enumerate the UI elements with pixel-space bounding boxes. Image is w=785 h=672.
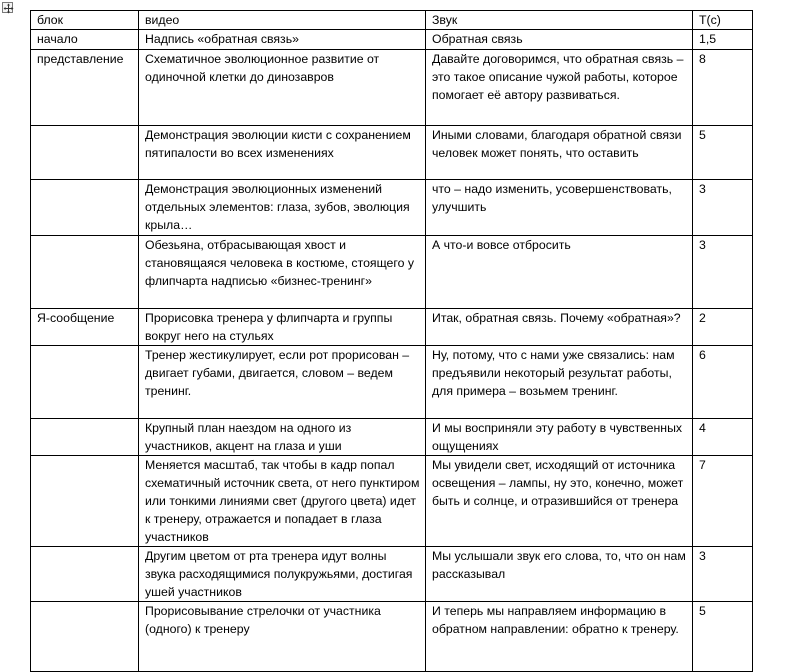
cell-time: 3 <box>693 547 753 602</box>
header-video: видео <box>139 11 426 30</box>
cell-sound: Ну, потому, что с нами уже связались: нам предъявили некоторый результат работы, для примера – возьмем тренинг. <box>426 346 693 419</box>
cell-sound: Мы увидели свет, исходящий от источника освещения – лампы, ну это, конечно, может быть и солнце, и отразившийся от тренера <box>426 456 693 547</box>
cell-time: 3 <box>693 180 753 236</box>
cell-sound: И теперь мы направляем информацию в обратном направлении: обратно к тренеру. <box>426 602 693 672</box>
table-row <box>31 419 753 456</box>
cell-video: Прорисовывание стрелочки от участника (одного) к тренеру <box>139 602 426 672</box>
header-sound: Звук <box>426 11 693 30</box>
cell-sound: Итак, обратная связь. Почему «обратная»? <box>426 309 693 346</box>
cell-video: Надпись «обратная связь» <box>139 30 426 50</box>
cell-video: Схематичное эволюционное развитие от одиночной клетки до динозавров <box>139 50 426 126</box>
cell-block <box>31 419 139 456</box>
cell-block <box>31 180 139 236</box>
cell-block <box>31 236 139 309</box>
cell-time: 6 <box>693 346 753 419</box>
table-row <box>31 180 753 236</box>
cell-time: 7 <box>693 456 753 547</box>
cell-video: Тренер жестикулирует, если рот прорисован – двигает губами, двигается, словом – ведем тренинг. <box>139 346 426 419</box>
table-row <box>31 236 753 309</box>
cell-block: представление <box>31 50 139 126</box>
table-header-row <box>31 11 753 30</box>
header-block: блок <box>31 11 139 30</box>
cell-sound: Обратная связь <box>426 30 693 50</box>
cell-time: 2 <box>693 309 753 346</box>
cell-block <box>31 456 139 547</box>
cell-block <box>31 126 139 180</box>
table-row <box>31 309 753 346</box>
cell-video: Демонстрация эволюции кисти с сохранением пятипалости во всех изменениях <box>139 126 426 180</box>
cell-time: 8 <box>693 50 753 126</box>
table-row <box>31 30 753 50</box>
table-row <box>31 456 753 547</box>
cell-sound: Давайте договоримся, что обратная связь – это такое описание чужой работы, которое помогает её автору развиваться. <box>426 50 693 126</box>
screenplay-table <box>30 10 753 672</box>
table-row <box>31 346 753 419</box>
cell-time: 3 <box>693 236 753 309</box>
cell-time: 5 <box>693 602 753 672</box>
cell-sound: А что-и вовсе отбросить <box>426 236 693 309</box>
cell-video: Обезьяна, отбрасывающая хвост и становящаяся человека в костюме, стоящего у флипчарта надписью «бизнес-тренинг» <box>139 236 426 309</box>
table-row <box>31 50 753 126</box>
cell-video: Крупный план наездом на одного из участников, акцент на глаза и уши <box>139 419 426 456</box>
cell-sound: Мы услышали звук его слова, то, что он нам рассказывал <box>426 547 693 602</box>
cell-time: 4 <box>693 419 753 456</box>
table-row <box>31 547 753 602</box>
cell-sound: что – надо изменить, усовершенствовать, улучшить <box>426 180 693 236</box>
table-row <box>31 126 753 180</box>
table-move-handle[interactable] <box>2 2 13 13</box>
cell-block <box>31 547 139 602</box>
header-time: Т(с) <box>693 11 753 30</box>
cell-block: Я-сообщение <box>31 309 139 346</box>
cell-video: Меняется масштаб, так чтобы в кадр попал схематичный источник света, от него пунктиром или тонкими линиями свет (другого цвета) идет к тренеру, отражается и попадает в глаза участников <box>139 456 426 547</box>
cell-block: начало <box>31 30 139 50</box>
cell-video: Другим цветом от рта тренера идут волны звука расходящимися полукружьями, достигая ушей участников <box>139 547 426 602</box>
cell-block <box>31 346 139 419</box>
cell-block <box>31 602 139 672</box>
cell-sound: И мы восприняли эту работу в чувственных ощущениях <box>426 419 693 456</box>
cell-time: 1,5 <box>693 30 753 50</box>
cell-time: 5 <box>693 126 753 180</box>
move-arrows-icon <box>3 3 14 14</box>
table-row <box>31 602 753 672</box>
cell-video: Демонстрация эволюционных изменений отдельных элементов: глаза, зубов, эволюция крыла… <box>139 180 426 236</box>
cell-video: Прорисовка тренера у флипчарта и группы вокруг него на стульях <box>139 309 426 346</box>
cell-sound: Иными словами, благодаря обратной связи человек может понять, что оставить <box>426 126 693 180</box>
